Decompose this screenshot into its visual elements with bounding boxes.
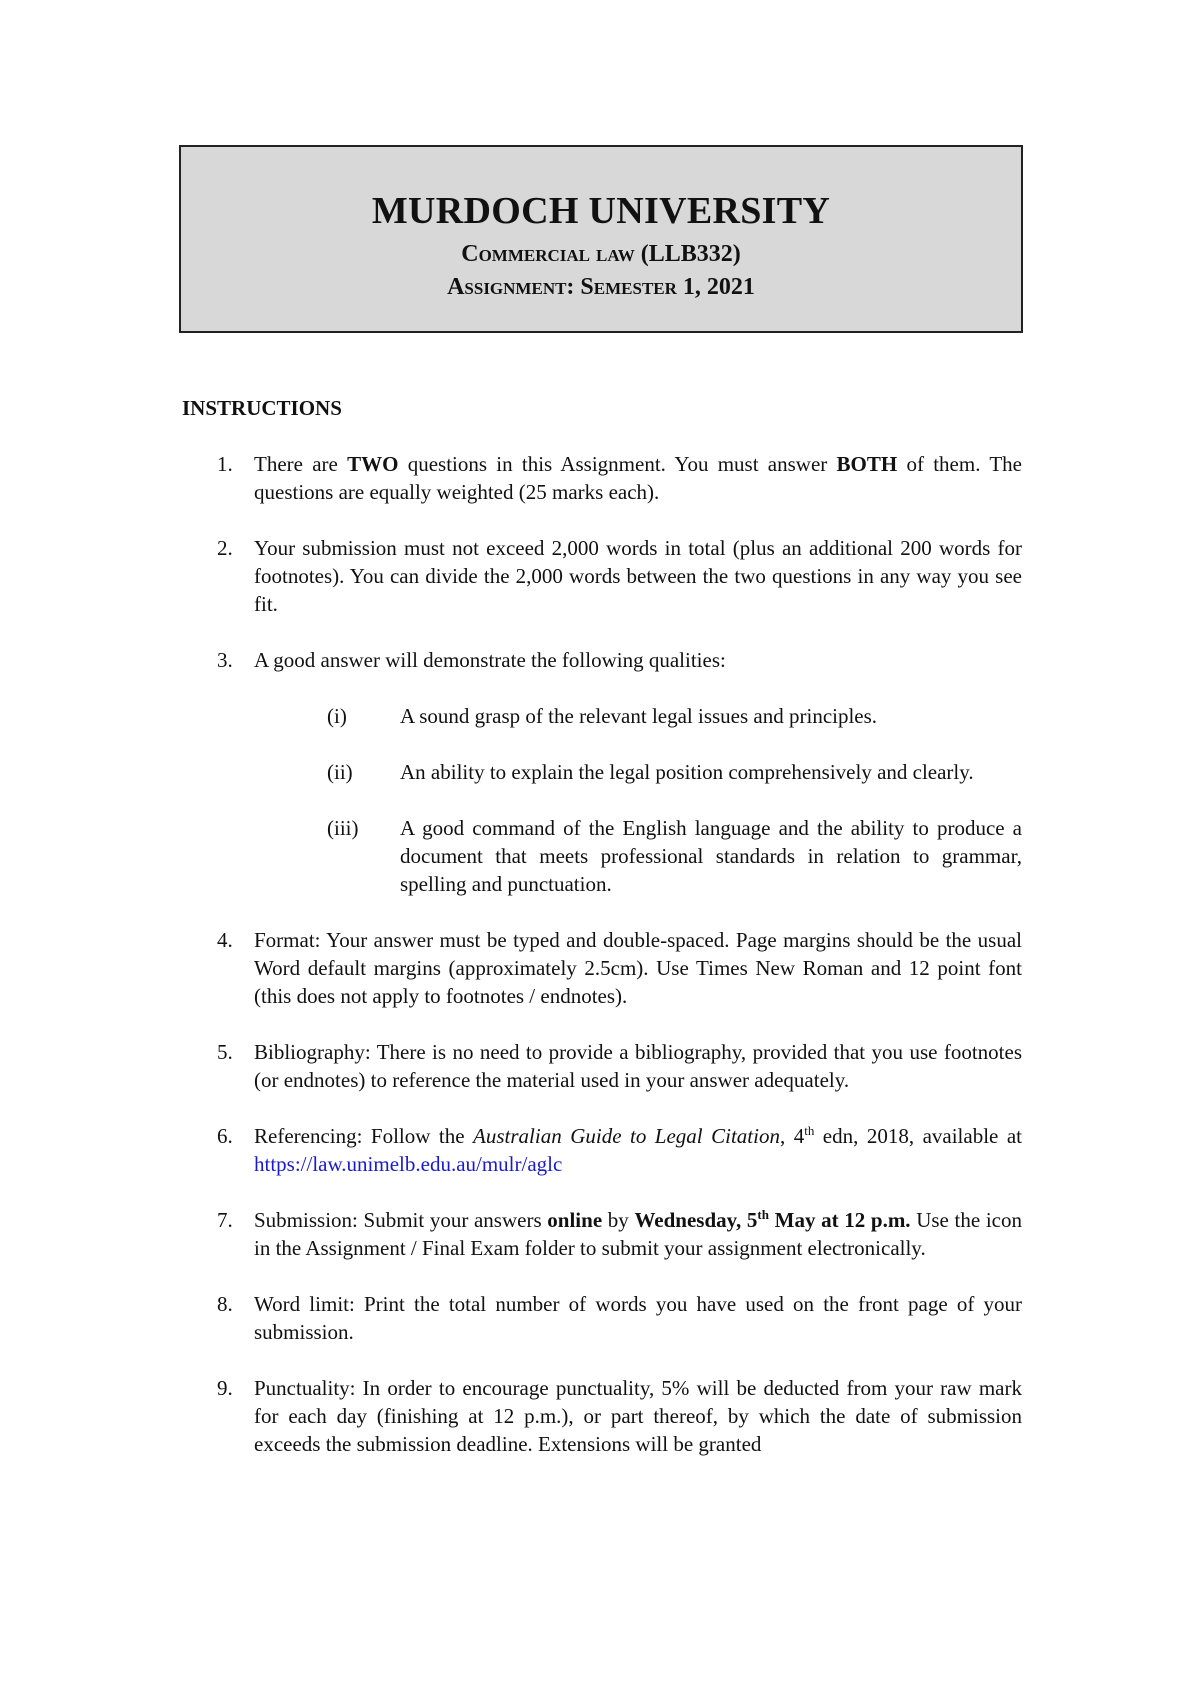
quality-item (182, 758, 1022, 786)
roman-numeral: (i) (327, 704, 347, 728)
aglc-link[interactable]: https://law.unimelb.edu.au/mulr/aglc (254, 1152, 563, 1176)
item-text: Your submission must not exceed 2,000 words in total (plus an additional 200 words for footnotes). You can divide the 2,000 words between the two questions in any way you see fit. (254, 536, 1022, 616)
item-number: 8. (217, 1292, 233, 1316)
item-number: 5. (217, 1040, 233, 1064)
instruction-item-6: 6. Referencing: Follow the Australian Guide to Legal Citation, 4th edn, 2018, available at https://law.unimelb.edu.au/mulr/aglc (217, 1123, 1022, 1176)
quality-text: A sound grasp of the relevant legal issues and principles. (400, 704, 878, 728)
item-number: 1. (217, 452, 233, 476)
university-name: MURDOCH UNIVERSITY (371, 190, 831, 232)
instruction-item-3 (182, 646, 1022, 898)
quality-text: A good command of the English language and the ability to produce a document that meets professional standards in relation to grammar, spelling and punctuation. (400, 816, 1022, 896)
item-text: A good answer will demonstrate the following qualities: (254, 648, 726, 672)
instructions-list (182, 450, 1022, 1486)
citation-guide-title: Australian Guide to Legal Citation (473, 1124, 780, 1148)
roman-numeral: (ii) (327, 760, 353, 784)
instruction-item-9 (182, 1374, 1022, 1458)
instruction-item-7: 7. Submission: Submit your answers online by Wednesday, 5th May at 12 p.m. Use the icon in the Assignment / Final Exam folder to submit your assignment electronically. (217, 1207, 1022, 1260)
item-text: Format: Your answer must be typed and double-spaced. Page margins should be the usual Word default margins (approximately 2.5cm). Use Times New Roman and 12 point font (this does not apply to footnotes / endnotes). (254, 928, 1022, 1008)
instruction-item-5 (182, 1038, 1022, 1094)
instruction-item-1: 1. There are TWO questions in this Assignment. You must answer BOTH of them. The questions are equally weighted (25 marks each). (217, 452, 1022, 504)
item-number: 3. (217, 648, 233, 672)
instruction-item-4 (182, 926, 1022, 1010)
quality-item (182, 702, 1022, 730)
instructions-heading: INSTRUCTIONS (182, 396, 342, 420)
title-box (179, 145, 1023, 333)
instruction-item-2 (182, 534, 1022, 618)
qualities-list (254, 702, 1022, 898)
assignment-title: Assignment: Semester 1, 2021 (447, 274, 755, 300)
item-text: Word limit: Print the total number of words you have used on the front page of your submission. (254, 1292, 1022, 1344)
item-text: Punctuality: In order to encourage punctuality, 5% will be deducted from your raw mark for each day (finishing at 12 p.m.), or part thereof, by which the date of submission exceeds the submission deadline. Extensions will be granted (254, 1376, 1022, 1456)
course-title: Commercial law (LLB332) (461, 241, 741, 267)
item-number: 9. (217, 1376, 233, 1400)
roman-numeral: (iii) (327, 816, 359, 840)
instruction-item-8 (182, 1290, 1022, 1346)
quality-item (182, 814, 1022, 898)
item-number: 4. (217, 928, 233, 952)
quality-text: An ability to explain the legal position comprehensively and clearly. (400, 760, 974, 784)
item-number: 7. (217, 1208, 233, 1232)
due-date: Wednesday, 5 (634, 1208, 758, 1232)
item-text: Bibliography: There is no need to provide a bibliography, provided that you use footnotes (or endnotes) to reference the material used in your answer adequately. (254, 1040, 1022, 1092)
item-number: 2. (217, 536, 233, 560)
item-number: 6. (217, 1124, 233, 1148)
